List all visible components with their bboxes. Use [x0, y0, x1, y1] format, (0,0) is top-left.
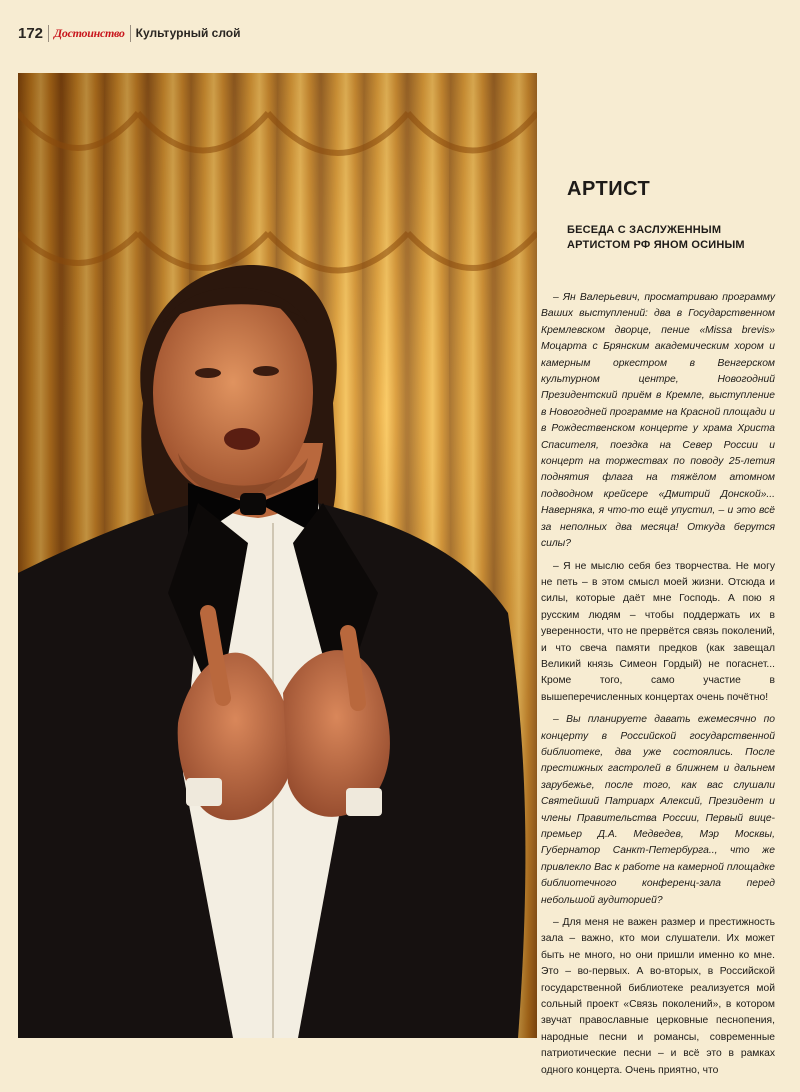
interview-question: – Вы планируете давать ежемесячно по концерту в Российской государственной библиотеке, два уже состоялись. После престижных гастролей в ближнем и дальнем зарубежье, после того, как вас слушали Святейший Патриарх Алексий, Президент и члены Правительства России, Первый вице-премьер Д.А. Медведев, Мэр Москвы, Губернатор Санкт-Петербурга.., что же привлекло Вас к работе на камерной площадке библиотечного конференц-зала перед небольшой аудиторией? [541, 714, 775, 906]
article-body [541, 290, 775, 1085]
singer-photo [18, 73, 537, 1038]
page-number: 172 [18, 24, 44, 42]
interview-question: – Ян Валерьевич, просматриваю программу Ваших выступлений: два в Государственном Кремлевском дворце, пение «Missa brevis» Моцарта с Брянским академическим хором и камерным оркестром в Венгерском культурном центре, Новогодний Президентский приём в Кремле, выступление в Новогодней программе на Красной площади и в Рождественском концерте у храма Христа Спасителя, поездка на Север России и концерт на торжествах по поводу 25-летия поднятия флага на тяжёлом атомном подводном крейсере «Дмитрий Донской»... Наверняка, я что-то ещё упустил, – и это всё за неполных два месяца! Откуда берутся силы? [541, 292, 775, 550]
header-divider [48, 25, 49, 42]
page-header [18, 22, 241, 44]
interview-answer: – Для меня не важен размер и престижность зала – важно, кто мои слушатели. Их может быть не много, но они пришли именно ко мне. Это – во-первых. А во-вторых, в Российской государственной библиотеке реализуется мой сольный проект «Связь поколений», в котором звучат православные церковные песнопения, народные песни и романсы, современные патриотические песни – и всё это в рамках одного концерта. Очень приятно, что [541, 917, 775, 1076]
magazine-logo: Достоинство [54, 25, 125, 40]
article-subtitle: БЕСЕДА С ЗАСЛУЖЕННЫМ АРТИСТОМ РФ ЯНОМ ОСИНЫМ [567, 224, 745, 251]
article-title: АРТИСТ [567, 178, 651, 200]
section-name: Культурный слой [135, 26, 241, 40]
singer-photo-illustration [18, 73, 537, 1038]
article-heading [567, 178, 777, 253]
header-divider [130, 25, 131, 42]
interview-answer: – Я не мыслю себя без творчества. Не могу не петь – в этом смысл моей жизни. Отсюда и силы, которые даёт мне Господь. А пою я русским людям – чтобы поддержать их в уверенности, что не прервётся связь поколений, и что свеча памяти предков (как завещал Великий князь Симеон Гордый) не погаснет... Кроме того, само участие в вышеперечисленных концертах очень почётно! [541, 560, 775, 703]
